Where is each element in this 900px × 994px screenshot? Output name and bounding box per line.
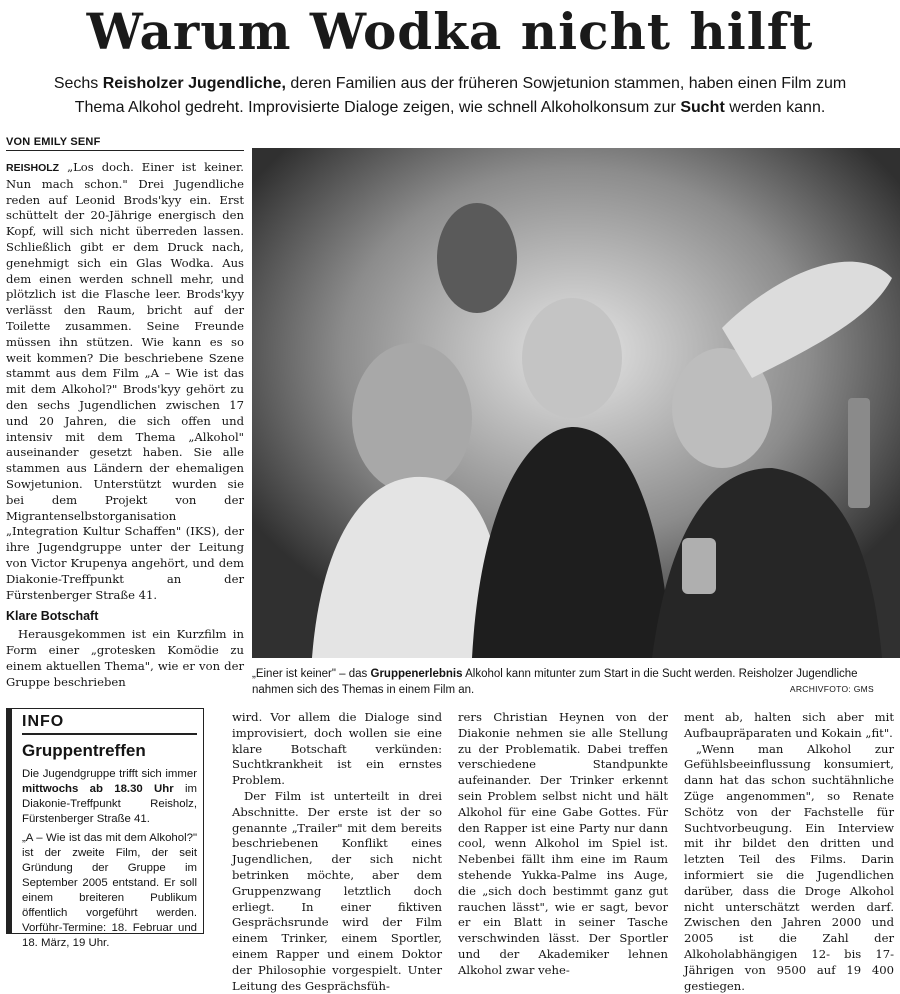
paragraph: ment ab, halten sich aber mit Aufbaupräparaten und Kokain „fit". bbox=[684, 710, 894, 740]
info-text-c: im Diakonie-Treffpunkt Reisholz, Fürstenberger Straße 41. bbox=[22, 783, 198, 825]
caption-bold: Gruppenerlebnis bbox=[370, 668, 463, 680]
photo-credit: ARCHIVFOTO: GMS bbox=[789, 684, 874, 694]
byline: VON EMILY SENF bbox=[6, 136, 244, 151]
article-column-1 bbox=[6, 160, 244, 691]
info-box bbox=[6, 708, 204, 949]
subhead-bold-2: Sucht bbox=[680, 99, 725, 116]
info-paragraph: „A – Wie ist das mit dem Alkohol?" ist der zweite Film, der seit Gründung der Gruppe im September 2005 entstand. Er soll einem breiteren Publikum öffentlich vorgeführt werden. Vorführ-Termine: 18. Februar und 18. März, 19 Uhr. bbox=[22, 832, 197, 949]
article-photo bbox=[252, 148, 900, 658]
photo-illustration bbox=[252, 148, 900, 658]
info-paragraph bbox=[22, 767, 197, 827]
section-subtitle: Klare Botschaft bbox=[6, 609, 99, 624]
paragraph: „Wenn man Alkohol zur Gefühlsbeeinflussung konsumiert, dann hat das schon suchtähnliche Züge angenommen", so Renate Schötz von der Fachstelle für Suchtvorbeugung. Ein Interview mit ihr bildet den dritten und letzten Teil des Films. Darin informiert sie die Jugendlichen darüber, dass die Droge Alkohol nicht unterschätzt werden darf. Zwischen den Jahren 2000 und 2005 ist die Zahl der Alkoholabhängigen 12- bis 17-Jährigen von 9500 auf 19 400 gestiegen. bbox=[684, 741, 894, 993]
caption-text-2: Alkohol kann mitunter zum Start in die Sucht werden. Reisholzer Jugendliche nahmen sich des Themas in einem Film an. bbox=[252, 668, 858, 696]
info-label: INFO bbox=[22, 713, 197, 735]
paragraph: wird. Vor allem die Dialoge sind improvisiert, doch wollen sie eine klare Botschaft verkünden: Suchtkrankheit ist ein ernstes Problem. bbox=[232, 710, 442, 788]
paragraph: rers Christian Heynen von der Diakonie nehmen sie alle Stellung zu der Problematik. Dabei treffen verschiedene Standpunkte aufeinander. Der Trinker erkennt sein Problem selbst nicht und hält Alkohol für eine Gabe Gottes. Für den Rapper ist eine Party nur dann cool, wenn Alkohol im Spiel ist. Nebenbei fällt ihm eine im Raum stehende Yukka-Palme ins Auge, die „sich doch bestimmt ganz gut rauchen lässt", wie er sagt, bevor er ein Blatt in seiner Tasche verschwinden lässt. Der Sportler und der Akademiker lehnen Alkohol zwar vehe- bbox=[458, 710, 668, 977]
paragraph-text: „Los doch. Einer ist keiner. Nun mach schon." Drei Jugendliche reden auf Leonid Brods'kyy ein. Erst schüttelt der 20-Jährige energisch den Kopf, will sich nicht überreden lassen. Schließlich gibt er dem Druck nach, genehmigt sich ein Glas Wodka. Aus dem einen werden schnell mehr, und plötzlich ist die Flasche leer. Brods'kyy verlässt den Raum, bricht auf der Toilette zusammen. Seine Freunde müssen ihn stützen. Wie kann es so weit kommen? Die beschriebene Szene stammt aus dem Film „A – Wie ist das mit dem Alkohol?" Brods'kyy gehört zu den sechs Jugendlichen zwischen 17 und 20 Jahren, die sich offen und intensiv mit dem Thema „Alkohol" auseinander gesetzt haben. Sie alle stammen aus Ländern der ehemaligen Sowjetunion. Unterstützt wurden sie bei dem Projekt von der Migrantenselbstorganisation „Integration Kultur Schaffen" (IKS), der ihre Jugendgruppe unter der Leitung von Victor Krupenya angehört, und dem Diakonie-Treffpunkt an der Fürstenberger Straße 41. bbox=[6, 160, 244, 602]
paragraph: Der Film ist unterteilt in drei Abschnitte. Der erste ist der so genannte „Trailer" mit dem bereits beschriebenen Konflikt eines Jugendlichen, der sich nicht betrinken möchte, aber dem Gruppenzwang letztlich doch erliegt. In einer fiktiven Gesprächsrunde wird der Film einem Trinker, einem Sportler, einem Rapper und einem Doktor der Philosophie vorgespielt. Unter Leitung des Gesprächsfüh- bbox=[232, 788, 442, 993]
subheadline bbox=[40, 72, 860, 120]
subhead-bold-1: Reisholzer Jugendliche, bbox=[102, 75, 286, 92]
info-text-a: Die Jugendgruppe trifft sich immer bbox=[22, 768, 197, 780]
paragraph bbox=[6, 160, 244, 603]
info-text-bold: mittwochs ab 18.30 Uhr bbox=[22, 783, 174, 795]
info-title: Gruppentreffen bbox=[22, 741, 146, 760]
article-column-4 bbox=[684, 710, 894, 994]
subhead-text-2: deren Familien aus der früheren Sowjetunion stammen, haben einen Film zum Thema Alkohol gedreht. Improvisierte Dialoge zeigen, wie schnell Alkoholkonsum zur bbox=[74, 75, 847, 116]
article-column-3 bbox=[458, 710, 668, 979]
subhead-text-1: Sechs bbox=[53, 75, 103, 92]
dateline-place: REISHOLZ bbox=[6, 162, 60, 174]
paragraph: Herausgekommen ist ein Kurzfilm in Form einer „grotesken Komödie zu einem aktuellen Thema", wie er von der Gruppe beschrieben bbox=[6, 627, 244, 689]
caption-text-1: „Einer ist keiner" – das bbox=[252, 668, 371, 680]
info-text bbox=[22, 767, 197, 951]
article-column-2 bbox=[232, 710, 442, 994]
headline: Warum Wodka nicht hilft bbox=[86, 2, 814, 61]
subhead-text-3: werden kann. bbox=[724, 99, 826, 116]
